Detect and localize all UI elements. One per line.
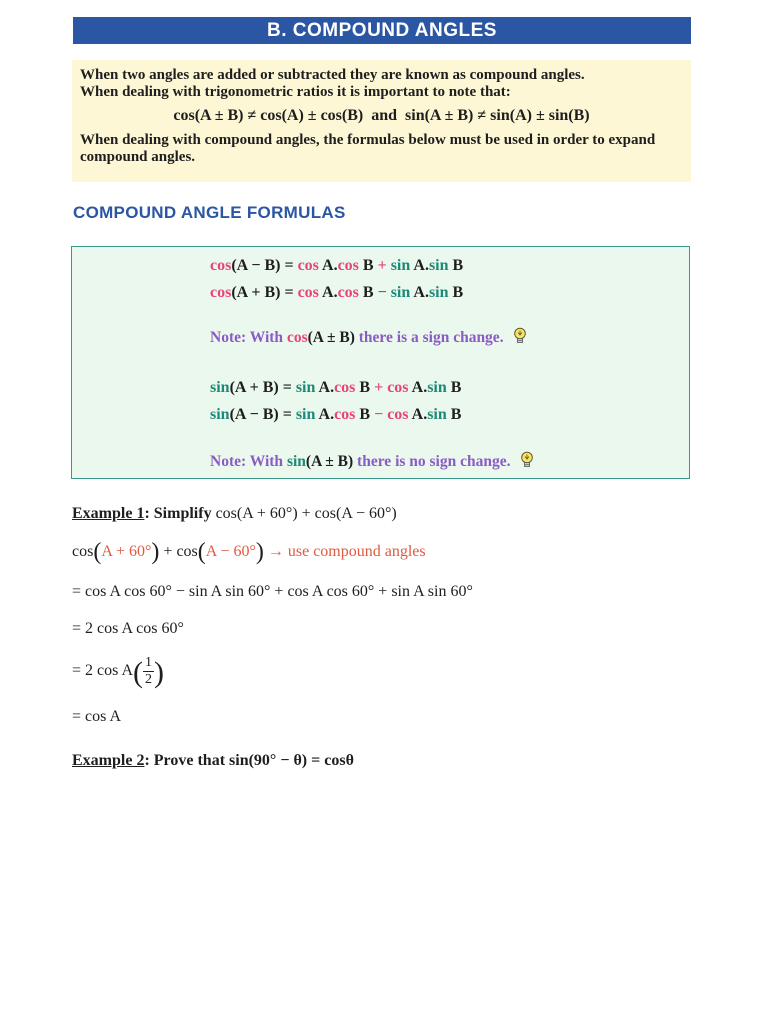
formula-term: A. <box>315 379 335 396</box>
formula-cos-minus <box>210 257 463 275</box>
formula-term: B <box>358 257 374 274</box>
formula-term: sin <box>427 379 447 396</box>
formula-term: B <box>448 257 464 274</box>
lightbulb-icon <box>520 451 534 474</box>
example1-step0: cos(A + 60°) + cos(A − 60°) → use compound angles <box>72 539 426 565</box>
formula-term: cos <box>297 257 319 274</box>
formula-term: A. <box>410 284 429 301</box>
formula-arg: (A + B) <box>229 379 279 396</box>
intro-line-3: When dealing with compound angles, the formulas below must be used in order to expand compound angles. <box>80 132 656 165</box>
formula-eq: = <box>278 406 296 423</box>
formula-term: sin <box>390 284 411 301</box>
intro-box <box>72 60 691 182</box>
formula-term: cos <box>337 284 359 301</box>
fraction-numerator: 1 <box>145 655 153 670</box>
formula-term: A. <box>408 406 428 423</box>
note-text: Note: With <box>210 453 287 471</box>
fraction-denominator: 2 <box>145 672 153 687</box>
lightbulb-icon <box>513 327 527 350</box>
formula-term: sin <box>295 379 316 396</box>
formula-cos-plus <box>210 284 463 302</box>
example-expr: sin(90° − θ) = cosθ <box>229 752 354 769</box>
note-sin <box>210 451 534 474</box>
identity-join: and <box>371 107 398 124</box>
formula-term: B <box>358 284 374 301</box>
example-prompt: : Prove that <box>144 752 230 769</box>
note-fn: sin <box>286 453 306 471</box>
example1-step3: = 2 cos A( $\frac{1}{2}$ ) <box>72 655 165 690</box>
formula-eq: = <box>280 284 298 301</box>
formula-term: B <box>355 406 371 423</box>
formula-op: − <box>373 284 391 301</box>
example1-title <box>72 505 397 523</box>
formula-term: A. <box>315 406 335 423</box>
note-arg: (A ± B) <box>307 329 355 347</box>
formula-term: sin <box>428 284 449 301</box>
section-banner: B. COMPOUND ANGLES <box>73 17 691 44</box>
formula-sin-minus <box>210 406 461 424</box>
note-text: there is a sign change. <box>354 329 504 347</box>
formula-term: cos <box>334 379 356 396</box>
formula-arg: (A − B) <box>229 406 279 423</box>
formula-term: A. <box>318 284 338 301</box>
intro-line-2: When dealing with trigonometric ratios it is important to note that: <box>80 84 511 100</box>
formula-term: cos <box>334 406 356 423</box>
identity-line <box>80 107 683 124</box>
formula-arg: (A + B) <box>231 284 281 301</box>
note-cos <box>210 327 527 350</box>
formula-sin-plus <box>210 379 461 397</box>
step-text: A + 60° <box>101 543 152 560</box>
formula-op: + <box>373 257 391 274</box>
formula-term: B <box>446 406 462 423</box>
example1-step1: = cos A cos 60° − sin A sin 60° + cos A cos 60° + sin A sin 60° <box>72 583 473 600</box>
formula-fn: sin <box>210 379 230 396</box>
formula-term: A. <box>408 379 428 396</box>
formula-term: A. <box>410 257 429 274</box>
note-text: there is no sign change. <box>353 453 511 471</box>
intro-line-1: When two angles are added or subtracted they are known as compound angles. <box>80 67 585 83</box>
formula-op: − <box>370 406 388 423</box>
note-arg: (A ± B) <box>305 453 354 471</box>
formula-term: A. <box>318 257 338 274</box>
formula-term: sin <box>295 406 316 423</box>
formula-term: cos <box>337 257 359 274</box>
formula-op: + <box>370 379 388 396</box>
formula-eq: = <box>278 379 296 396</box>
formula-box <box>71 246 690 479</box>
formula-arg: (A − B) <box>231 257 281 274</box>
fraction <box>143 655 154 688</box>
example-prompt: : Simplify <box>144 505 216 522</box>
step-text: = 2 cos A <box>72 662 134 680</box>
formula-term: cos <box>387 379 409 396</box>
formula-fn: cos <box>210 284 232 301</box>
formula-term: sin <box>428 257 449 274</box>
example-label: Example 1 <box>72 505 145 522</box>
formula-term: B <box>355 379 371 396</box>
example-label: Example 2 <box>72 752 145 769</box>
note-text: Note: With <box>210 329 287 347</box>
step-text: A − 60° <box>205 543 256 560</box>
formula-term: B <box>446 379 462 396</box>
formula-fn: sin <box>210 406 230 423</box>
example-expr: cos(A + 60°) + cos(A − 60°) <box>215 505 397 522</box>
formula-term: cos <box>297 284 319 301</box>
step-text: cos <box>72 543 94 560</box>
step-note: → use compound angles <box>263 543 426 560</box>
formula-fn: cos <box>210 257 232 274</box>
example2-title <box>72 752 354 770</box>
example1-step4: = cos A <box>72 708 122 725</box>
note-fn: cos <box>286 329 308 347</box>
example1-step2: = 2 cos A cos 60° <box>72 620 184 637</box>
formula-term: cos <box>387 406 409 423</box>
formula-eq: = <box>280 257 298 274</box>
identity-cos: cos(A ± B) ≠ cos(A) ± cos(B) <box>173 107 364 124</box>
identity-sin: sin(A ± B) ≠ sin(A) ± sin(B) <box>405 107 590 124</box>
step-text: + cos <box>159 543 198 560</box>
formula-term: sin <box>390 257 411 274</box>
formula-term: sin <box>427 406 447 423</box>
formula-term: B <box>448 284 464 301</box>
section-heading: COMPOUND ANGLE FORMULAS <box>73 203 346 222</box>
